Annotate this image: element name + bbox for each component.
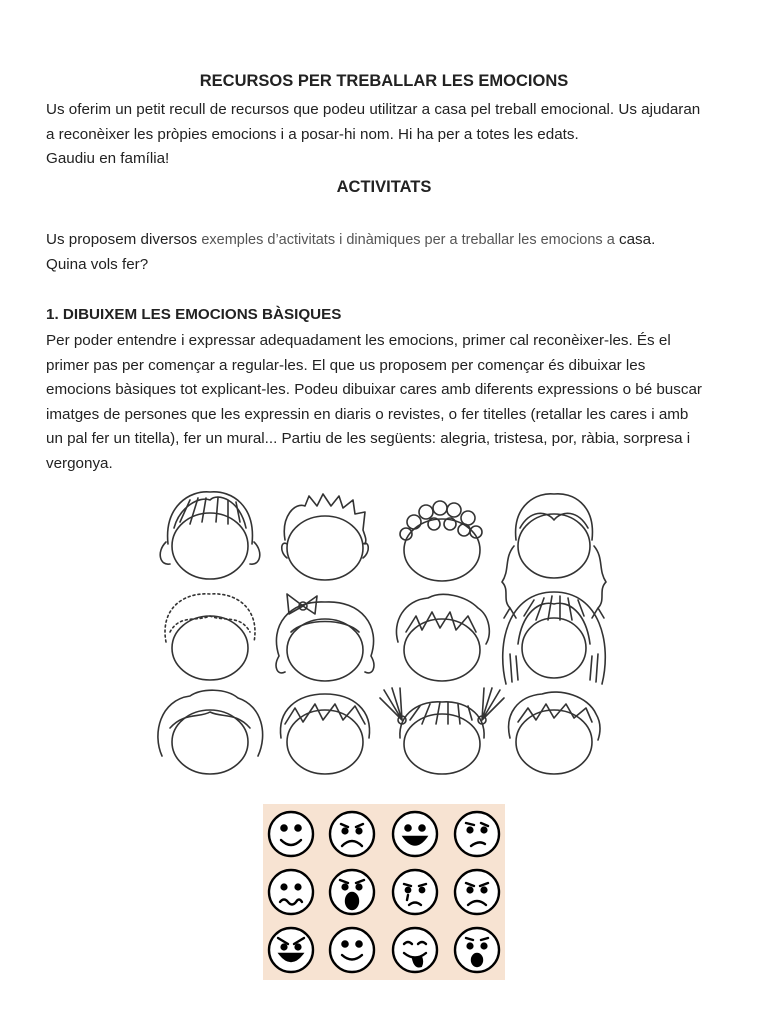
- face-girl-bangs-icon: [160, 492, 260, 579]
- section-line: emocions bàsiques tot explicant-les. Podeu dibuixar cares amb diferents expressions o bé buscar: [46, 381, 702, 398]
- section-paragraph: [46, 329, 726, 476]
- face-boy-parted-icon: [280, 694, 369, 774]
- confused-emoji-icon: [455, 812, 499, 856]
- tongue-emoji-icon: [393, 928, 437, 972]
- activities-text-part: Us proposem diversos: [46, 231, 202, 248]
- section-line: un pal fer un titella), fer un mural... Partiu de les següents: alegria, tristesa, por, ràbia, sorpresa i: [46, 430, 691, 447]
- intro-line: a reconèixer les pròpies emocions i a posar-hi nom. Hi ha per a totes les edats.: [46, 125, 579, 143]
- face-boy-tousled-icon: [509, 692, 600, 774]
- smile-emoji-icon: [330, 928, 374, 972]
- face-boy-messy-icon: [396, 594, 489, 681]
- frown-emoji-icon: [455, 870, 499, 914]
- activities-line: Quina vols fer?: [46, 255, 149, 273]
- shocked-emoji-icon: [330, 870, 374, 914]
- page-title: RECURSOS PER TREBALLAR LES EMOCIONS: [199, 72, 569, 90]
- sad-emoji-icon: [330, 812, 374, 856]
- face-girl-braids-icon: [502, 494, 606, 618]
- face-girl-long-hair-icon: [503, 592, 606, 684]
- face-child-fluffy-icon: [158, 690, 263, 774]
- intro-line: Us oferim un petit recull de recursos que podeu utilitzar a casa pel treball emocional. Us ajudaran: [46, 101, 701, 118]
- activities-paragraph: [46, 228, 726, 277]
- face-boy-afro-icon: [165, 594, 255, 680]
- face-boy-spiky-icon: [282, 494, 369, 580]
- face-girl-bow-icon: [276, 594, 374, 681]
- cry-emoji-icon: [393, 870, 437, 914]
- surprised-emoji-icon: [455, 928, 499, 972]
- face-boy-curly-icon: [400, 501, 482, 581]
- intro-line: Gaudiu en família!: [46, 150, 170, 167]
- angry-emoji-icon: [269, 928, 313, 972]
- section-line: vergonya.: [46, 454, 113, 472]
- activities-heading: ACTIVITATS: [336, 178, 432, 196]
- section-line: primer pas per començar a regular-les. El que us proposem per començar és dibuixar les: [46, 356, 646, 374]
- emoji-faces-illustration: [263, 804, 505, 980]
- blank-faces-illustration: [152, 484, 622, 784]
- activities-text-part: casa.: [614, 231, 656, 248]
- worried-emoji-icon: [269, 870, 313, 914]
- laugh-emoji-icon: [393, 812, 437, 856]
- intro-paragraph: [46, 98, 726, 172]
- activities-text-highlight: exemples d’activitats i dinàmiques per a treballar les emocions a: [201, 232, 615, 248]
- activities-line: [46, 228, 726, 253]
- smile-emoji-icon: [269, 812, 313, 856]
- section-title: 1. DIBUIXEM LES EMOCIONS BÀSIQUES: [46, 306, 342, 323]
- section-line: imatges de persones que les expressin en diaris o revistes, o fer titelles (retallar les cares i amb: [46, 405, 689, 423]
- section-line: Per poder entendre i expressar adequadament les emocions, primer cal reconèixer-les. És el: [46, 332, 671, 349]
- face-girl-pigtails-icon: [380, 688, 504, 774]
